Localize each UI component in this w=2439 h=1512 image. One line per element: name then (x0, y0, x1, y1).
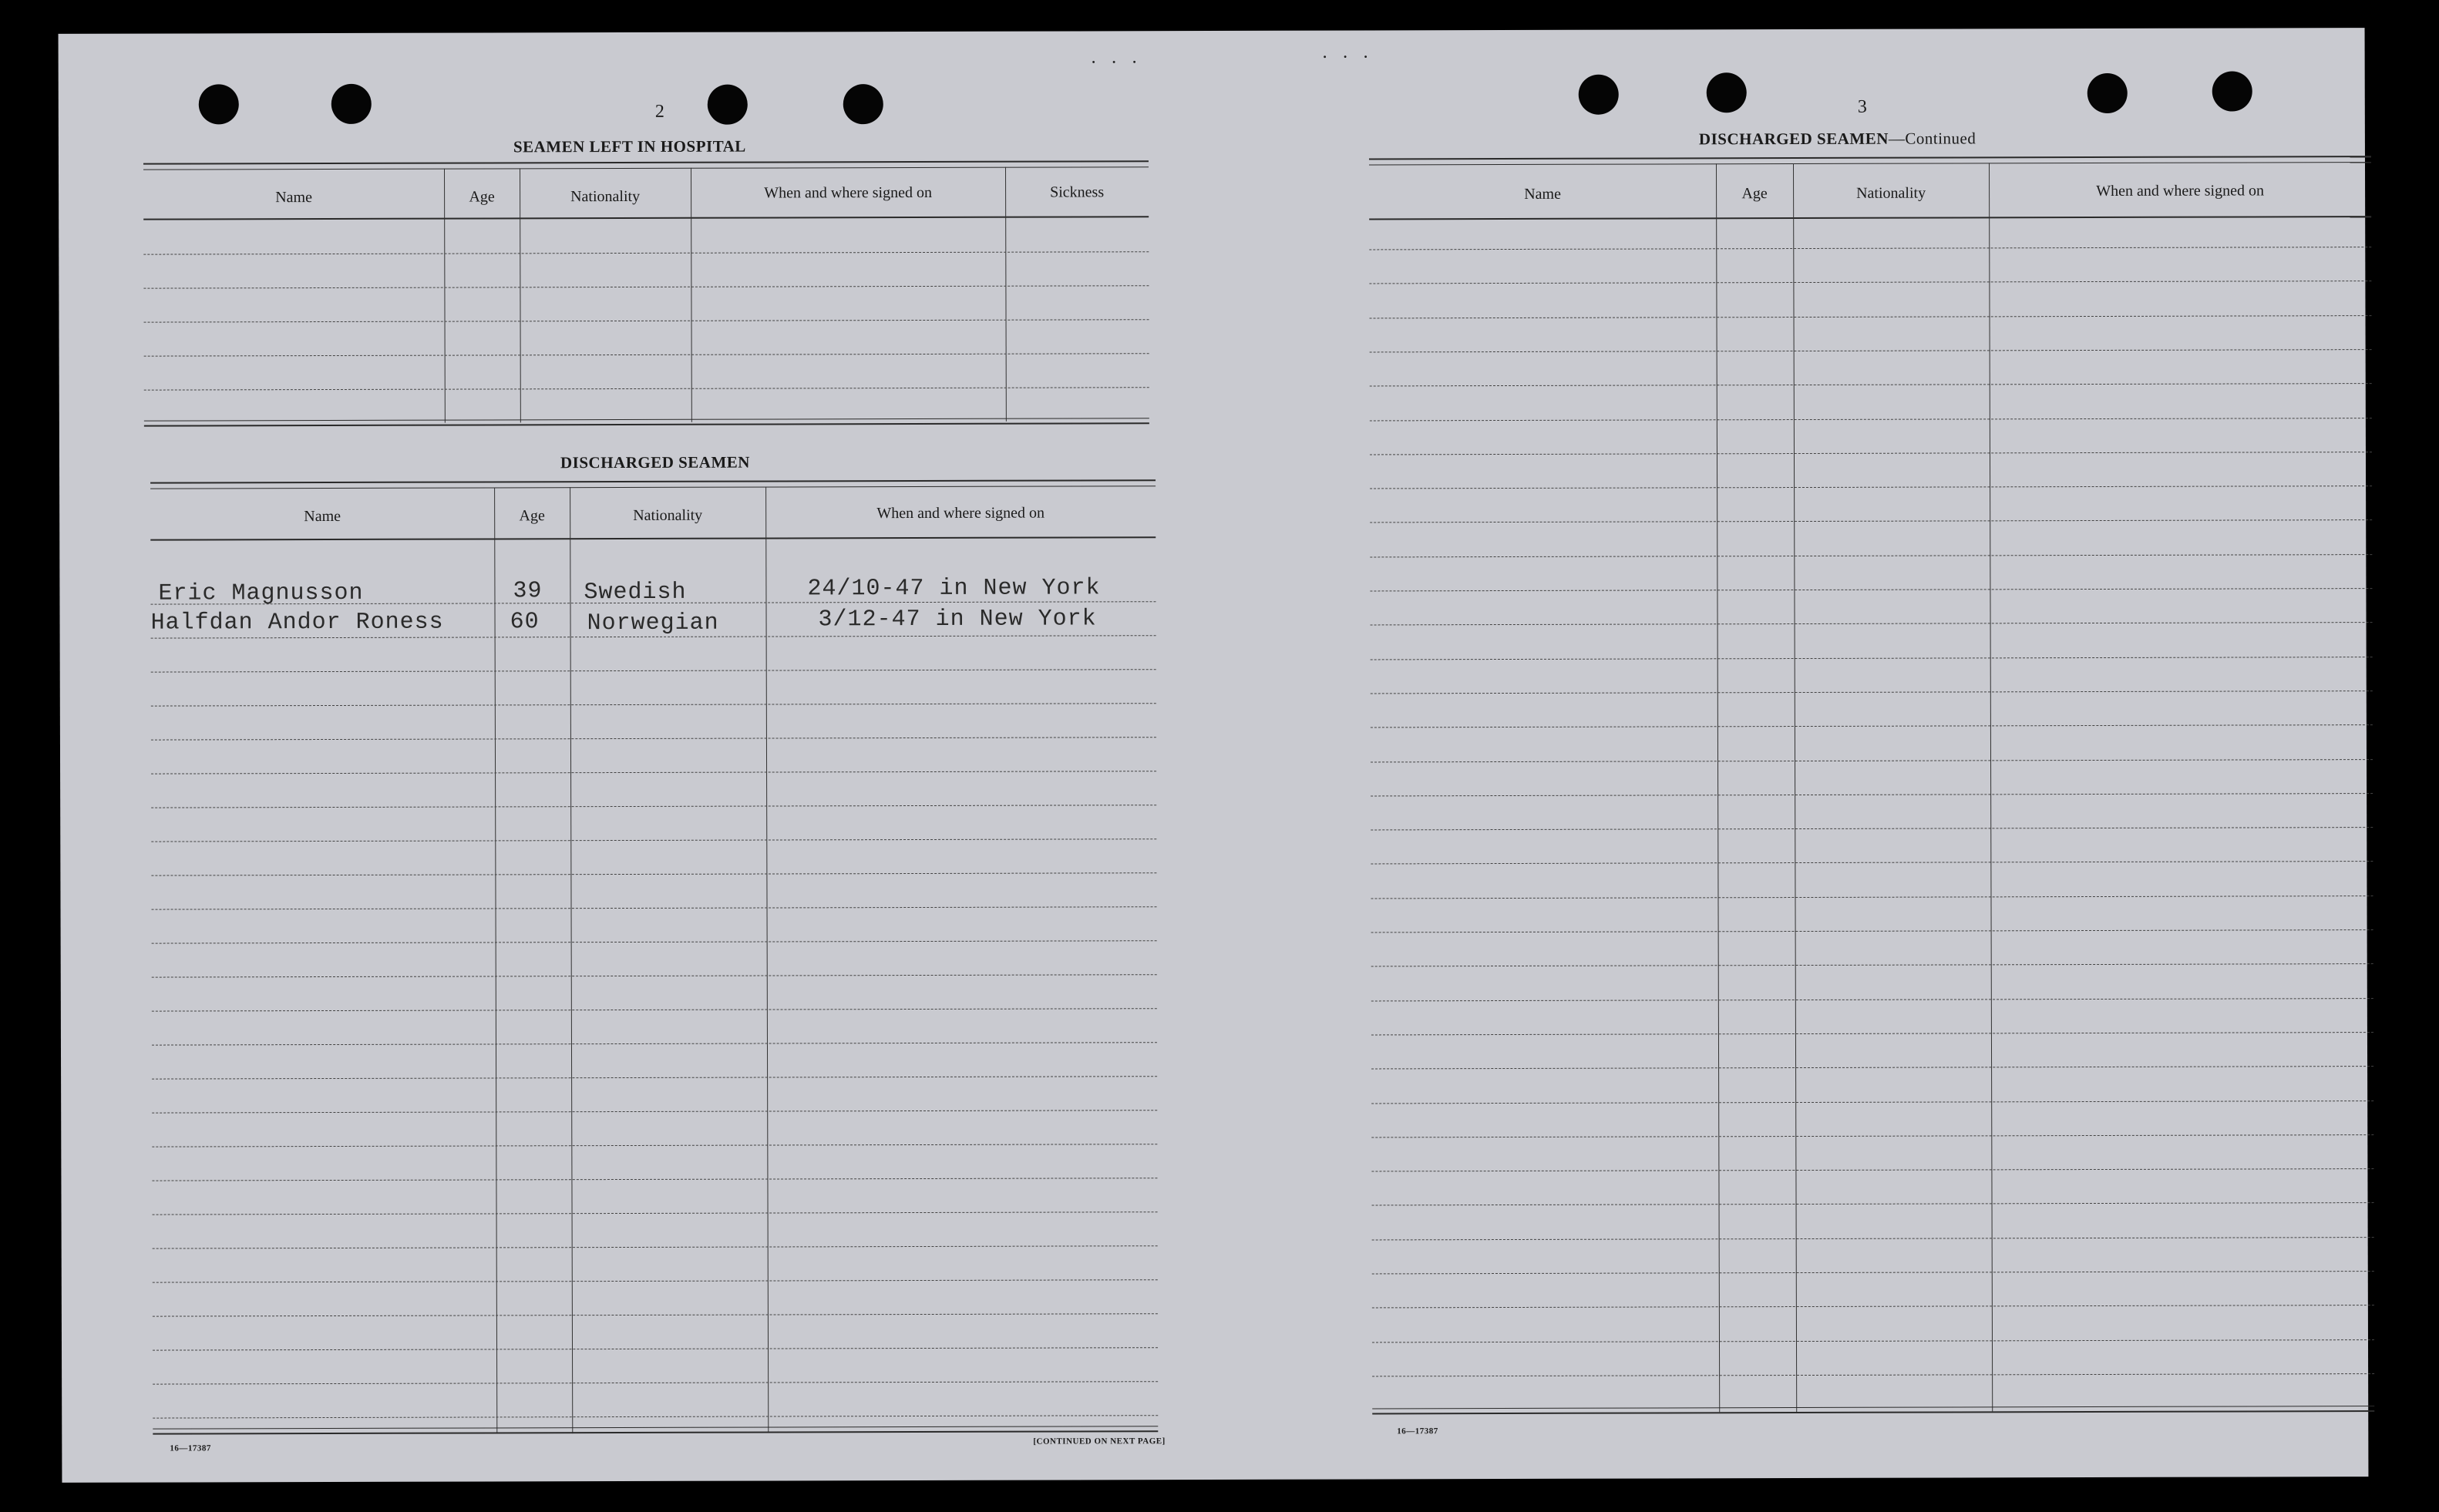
row-line (1370, 486, 2372, 489)
row-line (151, 805, 1156, 808)
row-line (1371, 759, 2373, 762)
left-page (143, 31, 1230, 1453)
row-line (1370, 519, 2372, 522)
row-line (153, 1313, 1158, 1316)
row-line (1371, 1066, 2373, 1069)
row-line (1370, 315, 2372, 318)
column-header-age: Age (519, 507, 545, 525)
row-line (153, 1415, 1158, 1418)
continued-note: [CONTINUED ON NEXT PAGE] (1033, 1436, 1166, 1446)
discharged-table (150, 479, 1158, 1437)
row-line (1371, 963, 2373, 966)
header-rule (143, 216, 1149, 220)
row-line (1371, 793, 2373, 796)
row-line (1372, 1305, 2374, 1308)
seaman-age: 39 (513, 578, 543, 605)
column-divider (1005, 167, 1007, 422)
row-line (152, 1076, 1157, 1079)
column-header-name: Name (275, 189, 313, 207)
punch-hole (843, 84, 883, 124)
row-line (1371, 1168, 2373, 1171)
row-line (1372, 1373, 2374, 1376)
column-divider (494, 487, 497, 1433)
column-header-nationality: Nationality (570, 187, 641, 206)
row-line (1371, 724, 2373, 727)
page-number: 3 (1857, 96, 1867, 117)
row-line (152, 1110, 1157, 1113)
right-page (1292, 28, 2371, 1436)
row-line (1370, 554, 2372, 557)
column-header-name: Name (1524, 185, 1561, 203)
row-line (152, 1144, 1157, 1147)
column-header-signed-on: When and where signed on (876, 504, 1045, 522)
seaman-signed-on: 24/10-47 in New York (807, 575, 1101, 603)
row-line (151, 872, 1156, 875)
column-header-nationality: Nationality (633, 506, 703, 524)
column-header-age: Age (469, 188, 495, 206)
row-line (151, 737, 1156, 740)
row-line (144, 319, 1149, 322)
punch-hole (2212, 71, 2252, 111)
row-line (151, 771, 1156, 774)
row-line (153, 1347, 1158, 1350)
form-number: 16—17387 (170, 1443, 211, 1453)
column-divider (444, 169, 446, 423)
row-line (1371, 998, 2373, 1001)
row-line (1371, 1032, 2373, 1035)
row-line (143, 285, 1149, 288)
punch-hole (1707, 72, 1747, 113)
row-line (1370, 418, 2372, 421)
hospital-table (143, 160, 1149, 432)
seaman-name: Halfdan Andor Roness (150, 609, 444, 637)
row-line (1371, 827, 2373, 830)
row-line (152, 974, 1157, 977)
row-line (152, 1008, 1157, 1011)
row-line (153, 1279, 1158, 1282)
section-title-text: DISCHARGED SEAMEN (1698, 129, 1889, 149)
column-divider (765, 487, 769, 1433)
table-top-rule (143, 160, 1149, 170)
row-line (1372, 1237, 2374, 1240)
column-divider (691, 168, 692, 422)
column-header-sickness: Sickness (1050, 183, 1105, 201)
row-line (1372, 1339, 2374, 1342)
punch-hole (708, 85, 748, 125)
column-header-name: Name (304, 507, 341, 526)
row-line (1371, 895, 2373, 899)
row-line (151, 669, 1156, 672)
seaman-name: Eric Magnusson (158, 580, 364, 607)
form-number: 16—17387 (1397, 1426, 1438, 1436)
punch-hole (199, 84, 239, 124)
row-line (1371, 1134, 2373, 1137)
section-title-suffix: —Continued (1888, 129, 1976, 148)
header-rule (150, 536, 1156, 540)
row-line (1372, 1202, 2374, 1205)
row-line (152, 1178, 1157, 1181)
row-line (153, 1245, 1158, 1248)
row-line (1370, 383, 2372, 386)
seaman-nationality: Swedish (584, 579, 687, 606)
row-line (1370, 452, 2372, 455)
discharged-section-title: DISCHARGED SEAMEN (560, 452, 750, 472)
seaman-signed-on: 3/12-47 in New York (818, 606, 1097, 633)
row-line (153, 1381, 1158, 1384)
row-line (1369, 247, 2371, 250)
table-bottom-rule (153, 1426, 1158, 1434)
hospital-section-title: SEAMEN LEFT IN HOSPITAL (513, 136, 746, 156)
column-header-age: Age (1741, 185, 1768, 203)
column-divider (570, 487, 573, 1433)
row-line (143, 251, 1149, 254)
row-line (152, 1042, 1157, 1045)
seaman-nationality: Norwegian (587, 610, 719, 637)
row-line (152, 906, 1157, 909)
row-line (153, 1211, 1158, 1215)
discharged-continued-title (1699, 129, 1976, 149)
scan-specks: · · · (1091, 54, 1143, 70)
row-line (1370, 588, 2372, 591)
row-line (151, 838, 1156, 842)
punch-hole (331, 84, 372, 124)
discharged-continued-table (1369, 156, 2374, 1422)
page-number: 2 (654, 101, 664, 122)
row-line (1371, 1100, 2373, 1104)
row-line (1371, 657, 2373, 660)
column-header-signed-on: When and where signed on (764, 183, 932, 202)
table-top-rule (150, 479, 1156, 489)
row-line (144, 387, 1149, 390)
row-line (144, 353, 1149, 356)
punch-hole (2087, 73, 2128, 113)
seaman-age: 60 (510, 609, 540, 636)
row-line (151, 703, 1156, 706)
row-line (152, 940, 1157, 943)
row-line (1371, 861, 2373, 864)
row-line (1371, 929, 2373, 932)
scanned-sheet (59, 28, 2369, 1483)
row-line (1372, 1271, 2374, 1274)
punch-hole (1579, 75, 1619, 115)
scan-specks: · · · (1322, 49, 1374, 65)
row-line (1371, 622, 2373, 625)
row-line (1371, 690, 2373, 694)
table-bottom-rule (1372, 1406, 2374, 1414)
table-top-rule (1369, 156, 2371, 165)
row-line (1369, 281, 2371, 284)
header-rule (1369, 216, 2371, 220)
table-bottom-rule (144, 418, 1149, 426)
row-line (1370, 349, 2372, 352)
column-header-signed-on: When and where signed on (2096, 182, 2264, 200)
column-divider (520, 168, 521, 422)
column-header-nationality: Nationality (1856, 184, 1926, 202)
